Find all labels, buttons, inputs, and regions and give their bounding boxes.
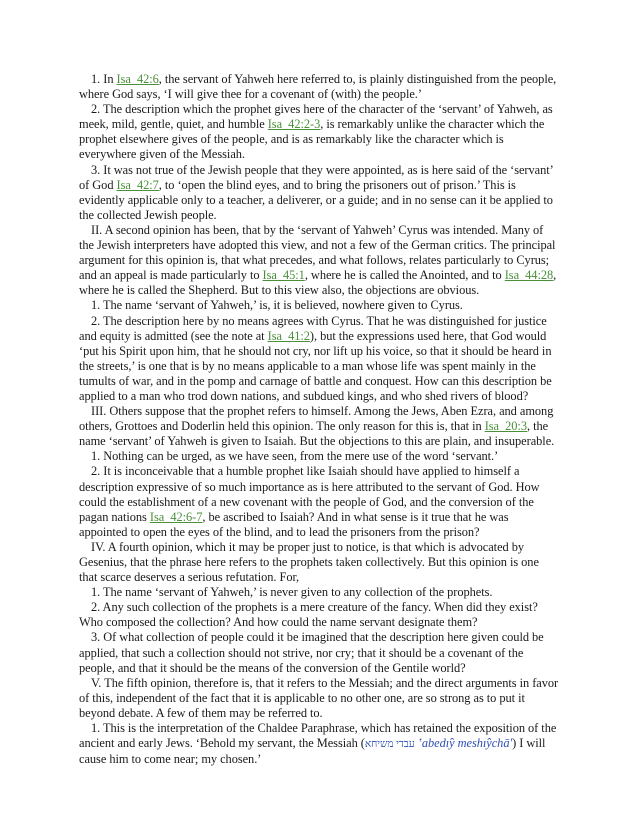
commentary-text [79, 72, 559, 767]
paragraph [79, 102, 559, 162]
text-run: IV. A fourth opinion, which it may be proper just to notice, is that which is advocated by Gesenius, that the phrase here refers to the prophets taken collectively. But this opinion is one that scarce deserves a serious refutation. For, [79, 539, 539, 585]
hebrew-text: עבדי משיחא [364, 739, 415, 751]
text-run: , is remarkably unlike the character which the prophet elsewhere gives of the people, and is as remarkably like the character which is everywhere given of the Messiah. [79, 117, 545, 162]
paragraph [79, 721, 559, 767]
paragraph [79, 404, 559, 449]
paragraph [79, 676, 559, 721]
text-run: , where he is called the Shepherd. But to this view also, the objections are obvious. [79, 268, 557, 298]
scripture-reference-link[interactable]: Isa_41:2 [267, 328, 310, 343]
paragraph [79, 163, 559, 223]
text-run: 2. It is inconceivable that a humble prophet like Isaiah should have applied to himself a description expressive of so much importance as is here attributed to the servant of God. How could the establishment of a new covenant with the people of God, and the conversion of the pagan nations [79, 464, 540, 524]
scripture-reference-link[interactable]: Isa_42:6 [116, 72, 159, 86]
text-run: , to ‘open the blind eyes, and to bring the prisoners out of prison.’ This is evidently applicable only to a teacher, a deliverer, or a guide; and in no sense can it be applied to the collected Jewish people. [79, 177, 553, 222]
paragraph [79, 585, 559, 600]
text-run: II. A second opinion has been, that by the ‘servant of Yahweh’ Cyrus was intended. Many of the Jewish interpreters have adopted this view, and not a few of the German critics. The principal argument for this opinion is, that what precedes, and what follows, relates particularly to Cyrus; and an appeal is made particularly to [79, 222, 556, 283]
paragraph [79, 314, 559, 405]
text-run: V. The fifth opinion, therefore is, that it refers to the Messiah; and the direct arguments in favor of this, independent of the fact that it is applicable to no other one, are so strong as to put it beyond debate. A few of them may be referred to. [79, 675, 559, 720]
paragraph [79, 223, 559, 298]
text-run: , the name ‘servant’ of Yahweh is given to Isaiah. But the objections to this are plain, and insuperable. [79, 419, 555, 449]
scripture-reference-link[interactable]: Isa_42:7 [116, 177, 159, 192]
text-run: 1. In [91, 72, 117, 86]
paragraph [79, 630, 559, 675]
text-run: 1. This is the interpretation of the Chaldee Paraphrase, which has retained the exposition of the ancient and early Jews. ‘Behold my servant, the Messiah ( [79, 721, 557, 751]
paragraph [79, 540, 559, 585]
paragraph [79, 600, 559, 630]
paragraph [79, 72, 559, 102]
scripture-reference-link[interactable]: Isa_20:3 [484, 419, 527, 434]
text-run: 1. The name ‘servant of Yahweh,’ is never given to any collection of the prophets. [91, 585, 493, 600]
text-run: 3. Of what collection of people could it be imagined that the description here given could be applied, that such a collection should not strive, nor cry; that it should be a covenant of the people, and that it should be the means of the conversion of the Gentile world? [79, 630, 544, 675]
text-run: , be ascribed to Isaiah? And in what sense is it true that he was appointed to open the eyes of the blind, and to lead the prisoners from the prison? [79, 509, 509, 539]
text-run: 2. The description which the prophet gives here of the character of the ‘servant’ of Yahweh, as meek, mild, gentle, quiet, and humble [79, 102, 553, 132]
text-run: 3. It was not true of the Jewish people that they were appointed, as is here said of the ‘servant’ of God [79, 162, 553, 192]
text-run: 2. Any such collection of the prophets is a mere creature of the fancy. When did they exist? Who composed the collection? And how could the name servant designate them? [79, 600, 538, 630]
transliteration: ‛abedı̂y meshı̂ychā' [417, 736, 513, 751]
text-run: , the servant of Yahweh here referred to, is plainly distinguished from the people, where God says, ‘I will give thee for a covenant of (with) the people.’ [79, 72, 557, 102]
text-run: , where he is called the Anointed, and to [304, 268, 505, 283]
scripture-reference-link[interactable]: Isa_45:1 [262, 268, 305, 283]
text-run: ) I will cause him to come near; my chosen.’ [79, 736, 546, 767]
text-run: 1. The name ‘servant of Yahweh,’ is, it is believed, nowhere given to Cyrus. [91, 298, 463, 313]
paragraph [79, 298, 559, 313]
text-run: 2. The description here by no means agrees with Cyrus. That he was distinguished for justice and equity is admitted (see the note at [79, 313, 547, 343]
text-run: III. Others suppose that the prophet refers to himself. Among the Jews, Aben Ezra, and among others, Grottoes and Doderlin held this opinion. The only reason for this is, that in [79, 404, 554, 434]
paragraph [79, 464, 559, 539]
text-run: ), but the expressions used here, that God would ‘put his Spirit upon him, that he should not cry, nor lift up his voice, so that it should be heard in the streets,’ is one that is by no means applicable to a man whose life was spent mainly in the tumults of war, and in the pomp and carnage of battle and conquest. How can this description be applied to a man who trod down nations, and subdued kings, and who shed rivers of blood? [79, 328, 552, 403]
scripture-reference-link[interactable]: Isa_42:6-7 [149, 509, 203, 524]
scripture-reference-link[interactable]: Isa_42:2-3 [267, 117, 321, 132]
scripture-reference-link[interactable]: Isa_44:28 [504, 268, 554, 283]
text-run: 1. Nothing can be urged, as we have seen, from the mere use of the word ‘servant.’ [91, 449, 499, 464]
paragraph [79, 449, 559, 464]
